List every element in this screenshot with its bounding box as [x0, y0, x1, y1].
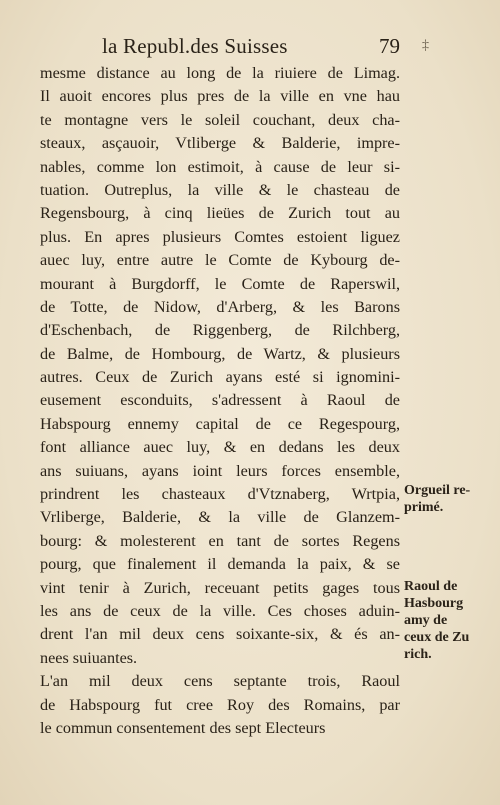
text-line: steaux, asçauoir, Vtliberge & Balderie, impre- — [40, 134, 400, 153]
corner-mark: ‡ — [422, 38, 429, 53]
text-line: mourant à Burgdorff, le Comte de Raperswil, — [40, 274, 400, 293]
text-line: eusement esconduits, s'adressent à Raoul de — [40, 391, 400, 410]
margin-note-line: Orgueil re- — [404, 483, 471, 498]
text-line: d'Eschenbach, de Riggenberg, de Rilchberg, — [40, 321, 400, 340]
page-number: 79 — [379, 34, 400, 58]
margin-note-line: Hasbourg — [404, 596, 464, 611]
text-line: pourg, que finalement il demanda la paix, & se — [40, 555, 400, 574]
text-line: vint tenir à Zurich, receuant petits gages tous — [40, 578, 400, 597]
text-line: tuation. Outreplus, la ville & le chasteau de — [40, 180, 400, 199]
text-line: nees suiuantes. — [40, 648, 138, 667]
margin-note-line: amy de — [404, 613, 448, 628]
body-text — [40, 62, 400, 740]
text-line: nables, comme lon estimoit, à cause de leur si- — [40, 157, 400, 176]
text-line: Il auoit encores plus pres de la ville en vne hau — [40, 87, 400, 106]
page-header — [40, 34, 400, 58]
text-line: auec luy, entre autre le Comte de Kybourg de- — [40, 251, 400, 270]
text-line: les ans de ceux de la ville. Ces choses aduin- — [40, 601, 400, 620]
text-line: prindrent les chasteaux d'Vtznaberg, Wrtpia, — [40, 485, 400, 504]
text-line: font alliance auec luy, & en dedans les deux — [40, 438, 400, 457]
margin-note-raoul — [404, 578, 469, 663]
text-line: mesme distance au long de la riuiere de Limag. — [40, 64, 400, 82]
text-line: le commun consentement des sept Electeurs — [40, 718, 326, 737]
text-line: de Balme, de Hombourg, de Wartz, & plusieurs — [40, 344, 400, 363]
running-title: la Republ.des Suisses — [102, 34, 288, 58]
text-line: plus. En apres plusieurs Comtes estoient liguez — [40, 227, 400, 246]
text-line: de Totte, de Nidow, d'Arberg, & les Barons — [40, 297, 400, 316]
margin-note-orgueil — [404, 482, 470, 516]
text-line: Habspourg ennemy capital de ce Regespourg, — [40, 414, 400, 433]
margin-note-line: Raoul de — [404, 579, 458, 594]
text-line: autres. Ceux de Zurich ayans esté si ignomini- — [40, 368, 400, 387]
text-line: de Habspourg fut cree Roy des Romains, par — [40, 695, 400, 714]
text-line: drent l'an mil deux cens soixante-six, & és an- — [40, 625, 400, 644]
text-line: L'an mil deux cens septante trois, Raoul — [40, 672, 400, 691]
text-line: Regensbourg, à cinq lieües de Zurich tout au — [40, 204, 400, 223]
text-line: ans suiuans, ayans ioint leurs forces ensemble, — [40, 461, 400, 480]
margin-note-line: primé. — [404, 500, 444, 515]
margin-note-line: ceux de Zu — [404, 630, 470, 645]
text-line: bourg: & molesterent en tant de sortes Regens — [40, 531, 400, 550]
text-line: te montagne vers le soleil couchant, deux cha- — [40, 110, 400, 129]
text-line: Vrliberge, Balderie, & la ville de Glanzem- — [40, 508, 400, 527]
margin-note-line: rich. — [404, 647, 432, 662]
